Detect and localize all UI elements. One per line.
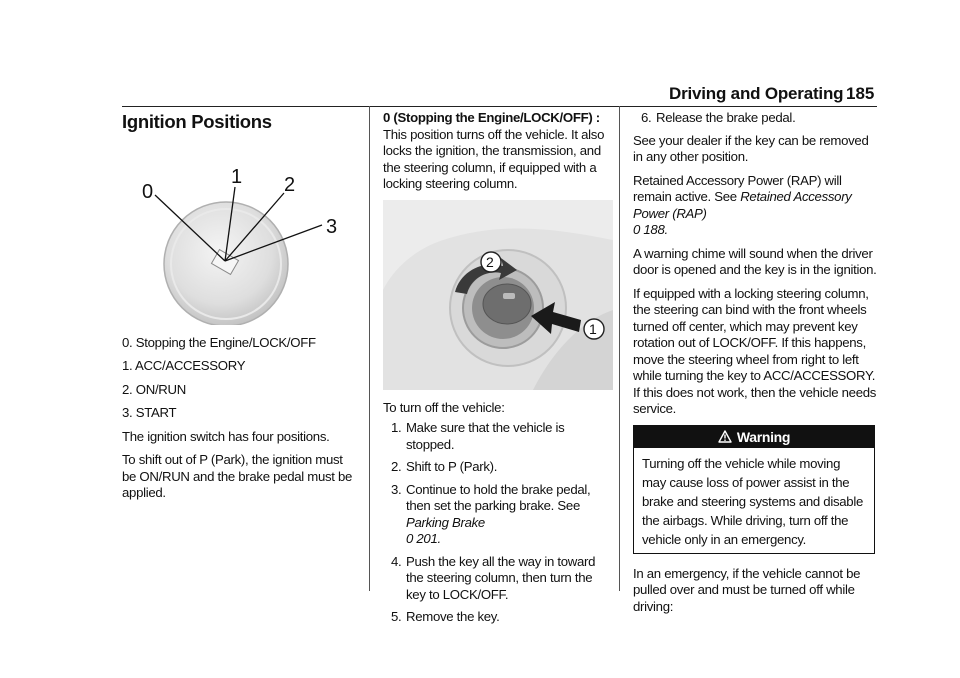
step-item bbox=[391, 482, 613, 548]
step-text: Continue to hold the brake pedal, then set the parking brake. See bbox=[406, 481, 591, 513]
page-reference[interactable]: 0 201. bbox=[406, 531, 441, 546]
page-header bbox=[0, 82, 960, 112]
key-removal-figure bbox=[383, 200, 613, 390]
step-item bbox=[391, 420, 613, 453]
position-item: 2. ON/RUN bbox=[122, 381, 186, 397]
step-item bbox=[391, 554, 613, 604]
header-rule bbox=[122, 106, 877, 107]
step-text: Release the brake pedal. bbox=[656, 110, 796, 125]
step-number: 6. bbox=[641, 110, 652, 125]
step-number: 5. bbox=[391, 609, 402, 624]
header-page-number: 185 bbox=[846, 84, 875, 103]
paragraph: In an emergency, if the vehicle cannot be pulled over and must be turned off while driving: bbox=[633, 565, 861, 614]
warning-header bbox=[634, 426, 874, 448]
column-divider bbox=[619, 106, 620, 591]
step-number: 3. bbox=[391, 481, 402, 497]
callout-1: 1 bbox=[589, 320, 597, 337]
key-blade-slot bbox=[503, 293, 515, 299]
warning-box bbox=[633, 425, 875, 554]
left-column bbox=[122, 110, 358, 509]
page-reference[interactable]: 0 188. bbox=[633, 222, 668, 237]
step-number: 1. bbox=[391, 420, 402, 435]
warning-triangle-icon bbox=[718, 430, 732, 443]
term-description: This position turns off the vehicle. It also locks the ignition, the transmission, and the steering column, if equipped with a locking steering column. bbox=[383, 126, 605, 191]
warning-title: Warning bbox=[736, 428, 791, 445]
key-head bbox=[483, 284, 531, 324]
step-item bbox=[391, 459, 613, 476]
step-item bbox=[641, 110, 877, 127]
middle-column bbox=[383, 110, 613, 632]
position-label-3: 3 bbox=[326, 215, 337, 238]
paragraph bbox=[633, 173, 877, 239]
paragraph-text: Retained Accessory Power (RAP) will remain active. See bbox=[633, 172, 842, 204]
step-text: Shift to P (Park). bbox=[406, 459, 498, 474]
header-section-title: Driving and Operating bbox=[669, 84, 844, 103]
ignition-dial-illustration bbox=[122, 135, 358, 325]
term-label: 0 (Stopping the Engine/LOCK/OFF) : bbox=[383, 110, 600, 125]
step-text: Remove the key. bbox=[406, 609, 500, 624]
term-paragraph bbox=[383, 110, 613, 193]
ignition-positions-figure bbox=[122, 135, 358, 325]
step-text: Push the key all the way in toward the steering column, then turn the key to LOCK/OFF. bbox=[406, 553, 596, 602]
step-number: 4. bbox=[391, 553, 402, 569]
right-column bbox=[633, 110, 877, 622]
position-item: 3. START bbox=[122, 405, 177, 420]
paragraph: If equipped with a locking steering column, the steering can bind with the front wheels turned off center, which may prevent key rotation out of LOCK/OFF. If this happens, move the steering wheel from right to left while turning the key to ACC/ACCESSORY. If this does not work, then the vehicle needs service. bbox=[633, 285, 877, 416]
lead-paragraph: To turn off the vehicle: bbox=[383, 399, 505, 415]
section-heading: Ignition Positions bbox=[122, 111, 272, 132]
paragraph: A warning chime will sound when the driver door is opened and the key is in the ignition. bbox=[633, 245, 877, 277]
position-item: 0. Stopping the Engine/LOCK/OFF bbox=[122, 334, 316, 350]
position-label-2: 2 bbox=[284, 173, 295, 196]
step-list bbox=[383, 420, 613, 626]
step-item bbox=[391, 609, 613, 626]
warning-body: Turning off the vehicle while moving may cause loss of power assist in the brake and steering systems and disable the airbags. While driving, turn off the vehicle only in an emergency. bbox=[642, 455, 863, 547]
position-label-0: 0 bbox=[142, 180, 153, 203]
position-label-1: 1 bbox=[231, 165, 242, 188]
steering-column-illustration bbox=[383, 200, 613, 390]
paragraph: See your dealer if the key can be removed in any other position. bbox=[633, 132, 869, 164]
step-number: 2. bbox=[391, 459, 402, 474]
position-item: 1. ACC/ACCESSORY bbox=[122, 358, 246, 373]
paragraph: The ignition switch has four positions. bbox=[122, 428, 330, 444]
step-text: Make sure that the vehicle is stopped. bbox=[406, 420, 565, 452]
column-divider bbox=[369, 106, 370, 591]
cross-reference-link[interactable]: Retained Accessory Power (RAP) bbox=[633, 189, 852, 221]
paragraph: To shift out of P (Park), the ignition must be ON/RUN and the brake pedal must be applied. bbox=[122, 452, 353, 500]
step-list-continued bbox=[633, 110, 877, 127]
cross-reference-link[interactable]: Parking Brake bbox=[406, 514, 485, 530]
callout-2: 2 bbox=[486, 253, 494, 270]
